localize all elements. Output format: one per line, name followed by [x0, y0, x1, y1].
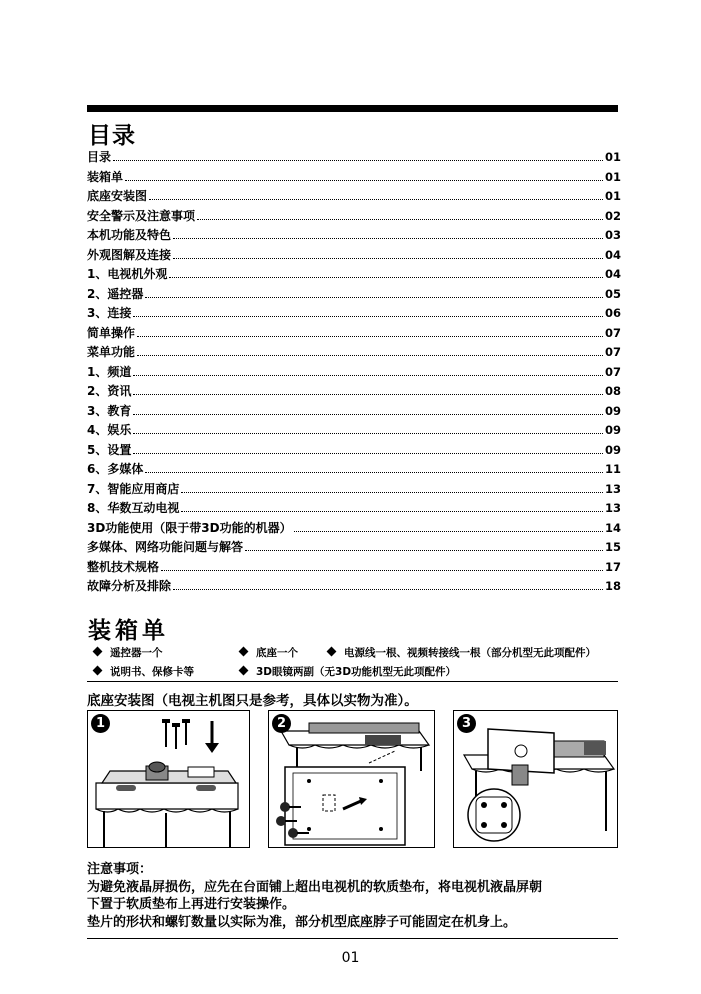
toc-entry	[87, 304, 621, 324]
page-number: 01	[341, 950, 360, 966]
install-step-3-illustration	[453, 710, 618, 848]
toc-entry	[87, 285, 621, 305]
section-divider	[87, 681, 618, 682]
toc-leader-dots	[173, 258, 603, 259]
install-step-2-illustration	[268, 710, 435, 848]
toc-entry	[87, 480, 621, 500]
toc-entry-page: 07	[604, 345, 621, 359]
toc-leader-dots	[145, 297, 603, 298]
toc-entry	[87, 187, 621, 207]
toc-entry-page: 06	[604, 306, 621, 320]
diamond-bullet-icon	[239, 647, 249, 657]
toc-entry-title: 3、连接	[87, 306, 132, 320]
toc-entry-page: 18	[604, 579, 621, 593]
toc-entry	[87, 168, 621, 188]
toc-entry-title: 目录	[87, 150, 112, 164]
toc-entry-title: 底座安装图	[87, 189, 148, 203]
toc-entry-title: 2、遥控器	[87, 286, 144, 301]
toc-entry-title: 2、资讯	[87, 384, 132, 398]
toc-entry-title: 3、教育	[87, 403, 132, 418]
step-number-badge: 2	[272, 714, 291, 733]
toc-entry-page: 09	[604, 423, 621, 437]
toc-entry-page: 07	[604, 325, 621, 340]
toc-entry	[87, 207, 621, 227]
toc-entry-page: 04	[604, 247, 621, 262]
notes-block	[87, 861, 627, 931]
toc-entry-page: 09	[604, 403, 621, 418]
notes-heading: 注意事项：	[87, 862, 153, 877]
toc-entry-title: 外观图解及连接	[87, 247, 172, 262]
packing-heading: 装箱单	[88, 618, 169, 644]
toc-entry-page: 15	[604, 540, 621, 554]
toc-entry-title: 6、多媒体	[87, 462, 144, 476]
install-title: 底座安装图（电视主机图只是参考，具体以实物为准）。	[87, 693, 418, 709]
toc-leader-dots	[133, 453, 603, 454]
toc-leader-dots	[181, 492, 603, 493]
toc-entry	[87, 402, 621, 422]
toc-leader-dots	[125, 180, 603, 181]
toc-entry-title: 菜单功能	[87, 345, 136, 359]
toc-leader-dots	[245, 550, 603, 551]
toc-entry	[87, 226, 621, 246]
toc-entry	[87, 363, 621, 383]
toc-entry-title: 8、华数互动电视	[87, 501, 180, 515]
toc-entry-title: 多媒体、网络功能问题与解答	[87, 540, 244, 554]
toc-entry	[87, 519, 621, 539]
toc-heading: 目录	[88, 123, 136, 149]
diamond-bullet-icon	[93, 666, 103, 676]
toc-entry-title: 4、娱乐	[87, 423, 132, 437]
packing-list	[92, 643, 632, 681]
toc-leader-dots	[181, 511, 603, 512]
toc-leader-dots	[145, 472, 603, 473]
toc-leader-dots	[137, 336, 603, 337]
packing-row	[92, 643, 632, 662]
step-2-drawing	[269, 711, 435, 848]
toc-entry-title: 7、智能应用商店	[87, 481, 180, 496]
toc-entry-title: 安全警示及注意事项	[87, 208, 196, 223]
packing-item: 3D眼镜两副（无3D功能机型无此项配件）	[238, 664, 456, 679]
step-number-badge: 3	[457, 714, 476, 733]
toc-entry	[87, 577, 621, 597]
toc-entry-title: 本机功能及特色	[87, 228, 172, 242]
toc-leader-dots	[113, 160, 603, 161]
toc-leader-dots	[133, 433, 603, 434]
toc-leader-dots	[133, 316, 603, 317]
toc-entry	[87, 460, 621, 480]
toc-entry	[87, 538, 621, 558]
packing-item: 说明书、保修卡等	[92, 664, 238, 679]
toc-entry-title: 整机技术规格	[87, 559, 160, 574]
toc-entry-page: 03	[604, 228, 621, 242]
toc-entry	[87, 265, 621, 285]
toc-entry	[87, 499, 621, 519]
toc-entry-page: 04	[604, 267, 621, 281]
diamond-bullet-icon	[93, 647, 103, 657]
toc-entry-page: 11	[604, 462, 621, 476]
toc-entry	[87, 421, 621, 441]
toc-entry-title: 3D功能使用（限于带3D功能的机器）	[87, 520, 292, 535]
diamond-bullet-icon	[239, 666, 249, 676]
toc-entry-page: 13	[604, 501, 621, 515]
toc-entry-page: 01	[604, 189, 621, 203]
toc-leader-dots	[169, 277, 603, 278]
toc-leader-dots	[161, 570, 603, 571]
toc-entry-title: 简单操作	[87, 325, 136, 340]
toc-list	[87, 148, 621, 597]
install-step-1-illustration	[87, 710, 250, 848]
toc-entry	[87, 441, 621, 461]
packing-item: 电源线一根、视频转接线一根（部分机型无此项配件）	[326, 645, 596, 660]
toc-entry	[87, 343, 621, 363]
toc-entry-page: 02	[604, 208, 621, 223]
toc-leader-dots	[133, 375, 603, 376]
toc-leader-dots	[149, 199, 603, 200]
toc-entry	[87, 148, 621, 168]
packing-item: 遥控器一个	[92, 645, 238, 660]
toc-leader-dots	[133, 414, 603, 415]
toc-entry-title: 1、电视机外观	[87, 267, 168, 281]
step-number-badge: 1	[91, 714, 110, 733]
toc-entry-page: 01	[604, 150, 621, 164]
footer-rule	[87, 938, 618, 939]
toc-entry	[87, 324, 621, 344]
diamond-bullet-icon	[327, 647, 337, 657]
notes-line: 垫片的形状和螺钉数量以实际为准，部分机型底座脖子可能固定在机身上。	[87, 914, 517, 930]
toc-entry-page: 05	[604, 286, 621, 301]
toc-leader-dots	[133, 394, 603, 395]
step-3-drawing	[454, 711, 618, 848]
toc-entry-page: 13	[604, 481, 621, 496]
toc-leader-dots	[173, 238, 603, 239]
top-rule	[87, 105, 618, 112]
toc-entry-page: 14	[604, 520, 621, 535]
toc-leader-dots	[173, 589, 603, 590]
toc-leader-dots	[294, 531, 603, 532]
packing-item: 底座一个	[238, 645, 326, 660]
step-1-drawing	[88, 711, 250, 848]
toc-entry-title: 1、频道	[87, 364, 132, 379]
toc-entry-title: 装箱单	[87, 169, 124, 184]
notes-line: 为避免液晶屏损伤，应先在台面铺上超出电视机的软质垫布，将电视机液晶屏朝	[87, 879, 543, 895]
toc-entry	[87, 558, 621, 578]
toc-leader-dots	[137, 355, 603, 356]
toc-entry-page: 07	[604, 364, 621, 379]
toc-leader-dots	[197, 219, 603, 220]
toc-entry	[87, 246, 621, 266]
packing-row	[92, 662, 632, 681]
notes-line: 下置于软质垫布上再进行安装操作。	[87, 897, 296, 912]
toc-entry-title: 5、设置	[87, 442, 132, 457]
toc-entry-page: 08	[604, 384, 621, 398]
toc-entry-page: 01	[604, 169, 621, 184]
toc-entry	[87, 382, 621, 402]
toc-entry-title: 故障分析及排除	[87, 579, 172, 593]
toc-entry-page: 09	[604, 442, 621, 457]
toc-entry-page: 17	[604, 559, 621, 574]
